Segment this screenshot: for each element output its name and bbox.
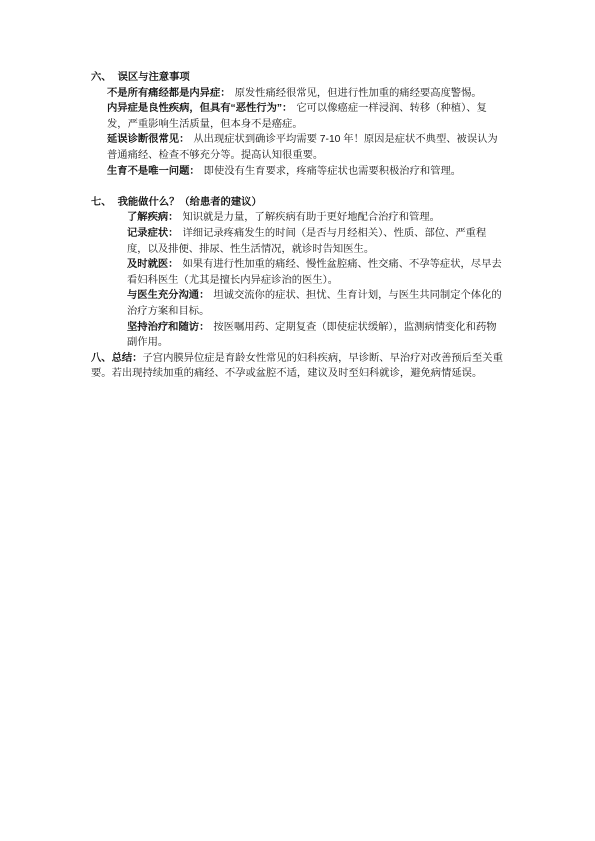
advice-item <box>91 320 506 351</box>
misconception-item <box>91 132 506 163</box>
section-title: 误区与注意事项 <box>117 72 190 83</box>
misconception-item <box>91 101 506 132</box>
item-label: 不是所有痛经都是内异症： <box>107 87 231 99</box>
advice-item <box>91 257 506 288</box>
section-number: 六、 <box>91 72 112 83</box>
item-label: 坚持治疗和随访： <box>127 321 210 333</box>
section-patient-advice <box>91 195 506 351</box>
item-label: 记录症状： <box>127 227 179 239</box>
summary-paragraph <box>91 351 506 382</box>
item-text: 它可以像癌症一样浸润、转移（种植）、复发，严重影响生活质量，但本身不是癌症。 <box>107 103 487 130</box>
misconception-item <box>91 86 506 102</box>
misconception-item <box>91 164 506 180</box>
section-heading <box>91 70 506 86</box>
item-text: 如果有进行性加重的痛经、慢性盆腔痛、性交痛、不孕等症状，尽早去看妇科医生（尤其是擅长内异症诊治的医生）。 <box>127 259 502 286</box>
document-body <box>91 70 506 382</box>
item-label: 内异症是良性疾病，但具有“恶性行为”： <box>107 103 293 115</box>
section-number: 七、 <box>91 196 112 208</box>
item-text: 从出现症状到确诊平均需要 7-10 年！原因是症状不典型、被误认为普通痛经、检查不够充分等。提高认知很重要。 <box>107 134 498 161</box>
advice-item <box>91 226 506 257</box>
item-label: 了解疾病： <box>127 212 179 224</box>
item-text: 坦诚交流你的症状、担忧、生育计划，与医生共同制定个体化的治疗方案和目标。 <box>127 290 502 317</box>
section-heading <box>91 195 506 211</box>
section-misconceptions <box>91 70 506 179</box>
item-text: 详细记录疼痛发生的时间（是否与月经相关）、性质、部位、严重程度，以及排便、排尿、性生活情况，就诊时告知医生。 <box>127 227 487 255</box>
summary-text: 子宫内膜异位症是育龄女性常见的妇科疾病，早诊断、早治疗对改善预后至关重要。若出现持续加重的痛经、不孕或盆腔不适，建议及时至妇科就诊，避免病情延误。 <box>91 352 503 380</box>
advice-item <box>91 210 506 226</box>
item-text: 原发性痛经很常见，但进行性加重的痛经要高度警惕。 <box>234 87 482 99</box>
item-text: 知识就是力量，了解疾病有助于更好地配合治疗和管理。 <box>182 212 440 224</box>
item-label: 与医生充分沟通： <box>127 290 210 302</box>
section-title: 我能做什么？（给患者的建议） <box>117 196 262 208</box>
item-label: 及时就医： <box>127 259 179 271</box>
item-label: 生育不是唯一问题： <box>107 165 200 177</box>
item-label: 延误诊断很常见： <box>107 134 190 146</box>
item-text: 即使没有生育要求，疼痛等症状也需要积极治疗和管理。 <box>203 165 462 177</box>
advice-item <box>91 288 506 319</box>
item-text: 按医嘱用药、定期复查（即使症状缓解），监测病情变化和药物副作用。 <box>127 321 497 349</box>
summary-label: 八、总结： <box>91 352 143 364</box>
